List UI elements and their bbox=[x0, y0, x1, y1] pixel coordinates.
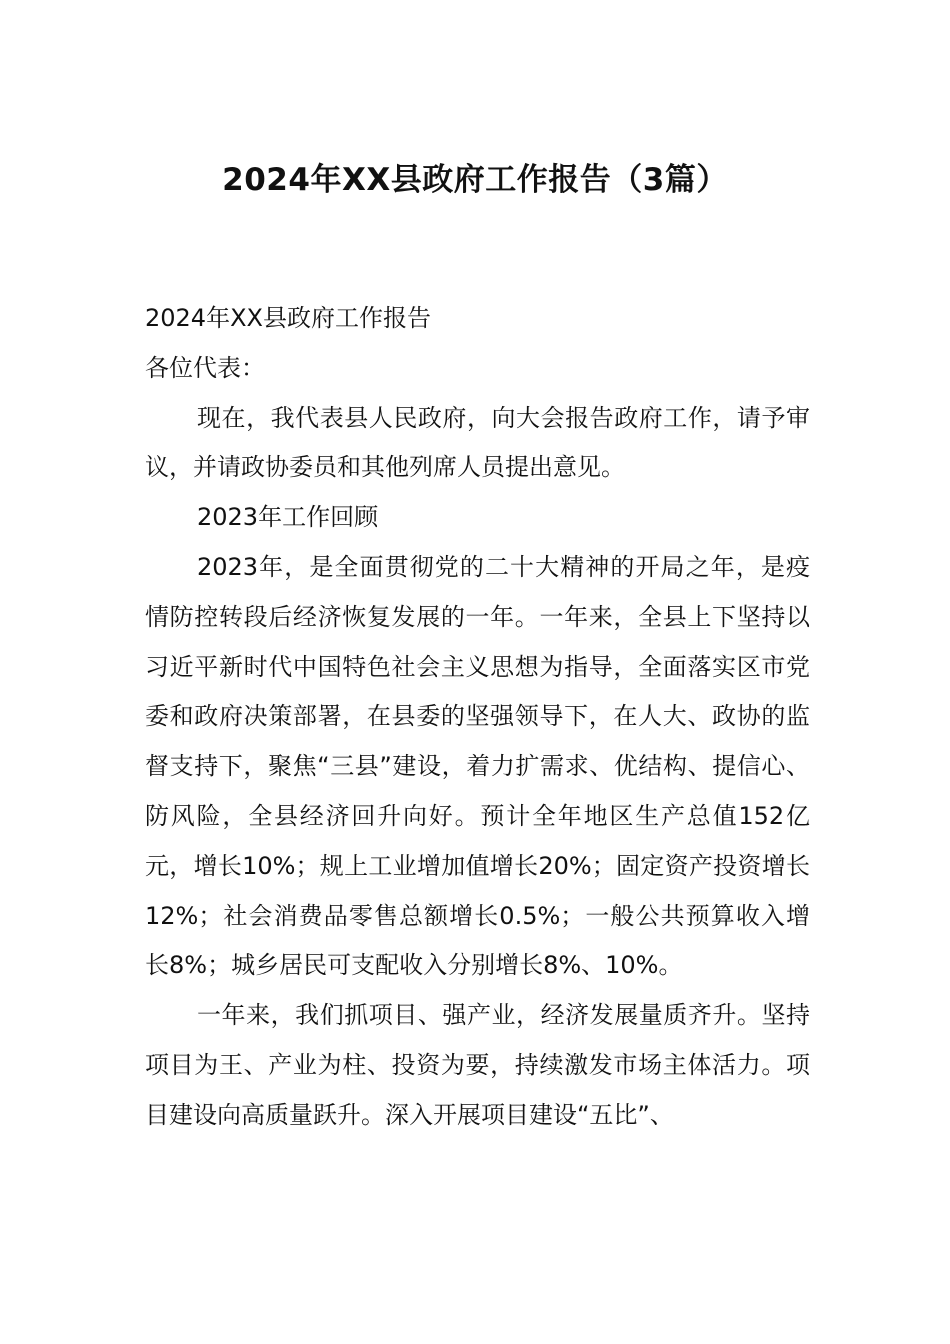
body-paragraph: 2023年，是全面贯彻党的二十大精神的开局之年，是疫情防控转段后经济恢复发展的一年。一年来，全县上下坚持以习近平新时代中国特色社会主义思想为指导，全面落实区市党委和政府决策部署，在县委的坚强领导下，在人大、政协的监督支持下，聚焦“三县”建设，着力扩需求、优结构、提信心、防风险，全县经济回升向好。预计全年地区生产总值152亿元，增长10%；规上工业增加值增长20%；固定资产投资增长12%；社会消费品零售总额增长0.5%；一般公共预算收入增长8%；城乡居民可支配收入分别增长8%、10%。 bbox=[145, 552, 810, 980]
report-subtitle: 2024年XX县政府工作报告 bbox=[145, 304, 431, 332]
section-heading: 2023年工作回顾 bbox=[197, 503, 379, 532]
document-body bbox=[145, 294, 810, 1141]
body-paragraph: 现在，我代表县人民政府，向大会报告政府工作，请予审议，并请政协委员和其他列席人员提出意见。 bbox=[145, 403, 810, 482]
body-paragraph: 一年来，我们抓项目、强产业，经济发展量质齐升。坚持项目为王、产业为柱、投资为要，持续激发市场主体活力。项目建设向高质量跃升。深入开展项目建设“五比”、 bbox=[145, 1001, 810, 1129]
document-title: 2024年XX县政府工作报告（3篇） bbox=[222, 162, 728, 198]
salutation: 各位代表： bbox=[145, 353, 265, 382]
